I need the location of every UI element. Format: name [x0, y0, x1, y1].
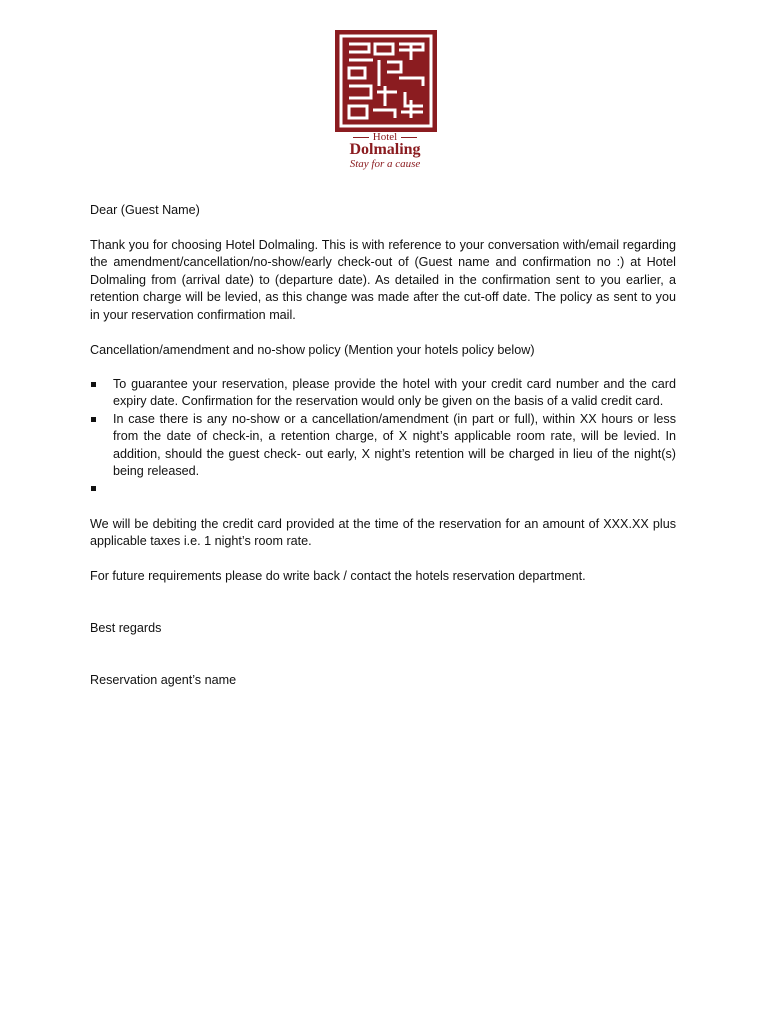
list-item — [90, 480, 676, 497]
bullet-square-icon — [91, 417, 96, 422]
policy-heading: Cancellation/amendment and no-show policy (Mention your hotels policy below) — [90, 343, 535, 357]
intro-paragraph: Thank you for choosing Hotel Dolmaling. This is with reference to your conversation with/email regarding the amendment/cancellation/no-show/early check-out of (Guest name and confirmation no :) at Hotel Dolmaling from (arrival date) to (departure date). As detailed in the confirmation sent to you earlier, a retention charge will be levied, as this change was made after the cut-off date. The policy as sent to you in your reservation confirmation mail. — [90, 238, 676, 322]
policy-item-text: In case there is any no-show or a cancellation/amendment (in part or full), within XX hours or less from the date of check-in, a retention charge, of X night’s applicable room rate, will be levied. In addition, should the guest check- out early, X night’s retention will be charged in lieu of the night(s) being released. — [113, 411, 676, 479]
hotel-logo — [330, 28, 440, 170]
debit-paragraph: We will be debiting the credit card provided at the time of the reservation for an amount of XXX.XX plus applicable taxes i.e. 1 night’s room rate. — [90, 517, 676, 549]
future-paragraph: For future requirements please do write back / contact the hotels reservation department. — [90, 569, 586, 583]
list-item — [90, 411, 676, 481]
policy-list — [90, 376, 676, 498]
logo-emblem — [335, 30, 437, 132]
salutation: Dear (Guest Name) — [90, 203, 200, 217]
bullet-square-icon — [91, 382, 96, 387]
bullet-square-icon — [91, 486, 96, 491]
closing: Best regards — [90, 621, 162, 635]
emblem-glyph — [335, 30, 437, 132]
logo-tagline: Stay for a cause — [349, 158, 421, 170]
logo-hotel-word: Hotel — [330, 131, 440, 143]
signature: Reservation agent’s name — [90, 673, 237, 687]
policy-item-text: To guarantee your reservation, please provide the hotel with your credit card number and the card expiry date. Confirmation for the reservation would only be given on the basis of a valid credit card. — [113, 377, 676, 409]
logo-hotel-name: Dolmaling — [349, 141, 421, 158]
list-item — [90, 376, 676, 411]
